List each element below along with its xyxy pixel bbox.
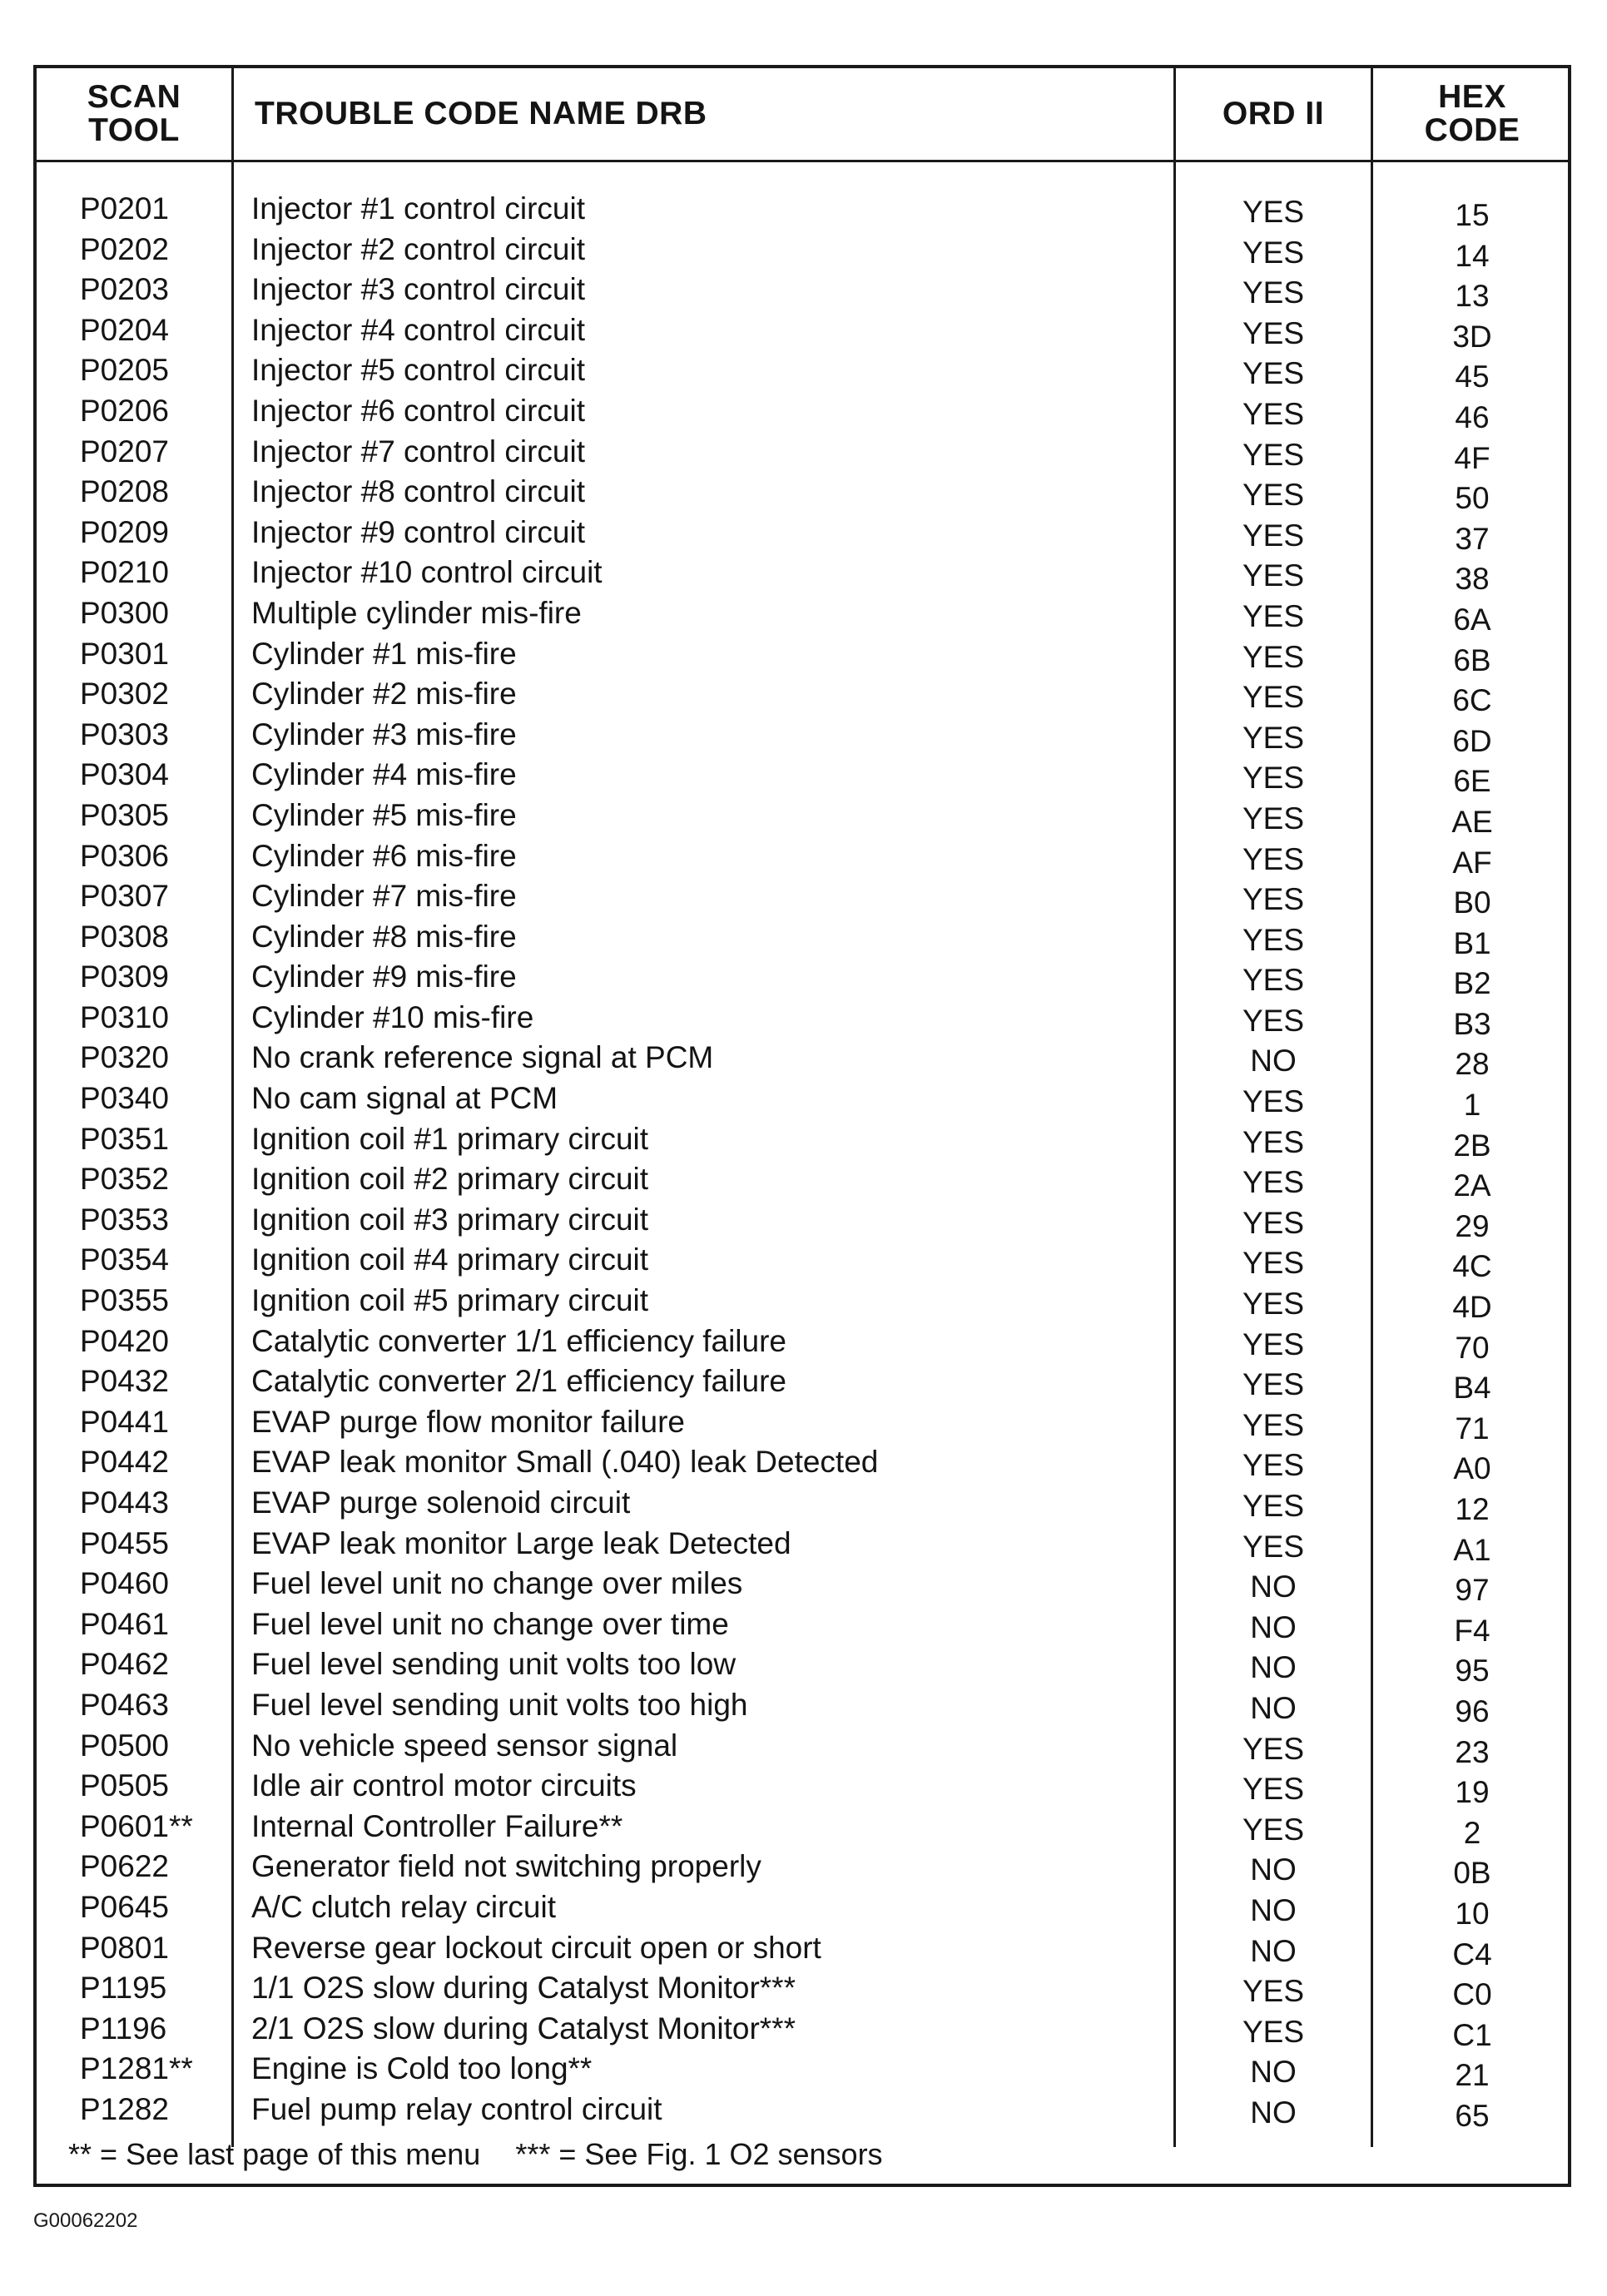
hex-code-value: 97 xyxy=(1455,1573,1490,1608)
table-row xyxy=(37,432,1568,473)
hex-code-value: B0 xyxy=(1453,885,1491,920)
scan-tool-code: P0462 xyxy=(80,1647,169,1682)
figure-id: G00062202 xyxy=(33,2209,138,2232)
trouble-code-table xyxy=(33,65,1571,2187)
hex-code-value: 4F xyxy=(1454,440,1490,475)
trouble-code-name: Injector #5 control circuit xyxy=(251,353,586,388)
ord-ii-value: NO xyxy=(1250,1044,1297,1079)
ord-ii-value: YES xyxy=(1242,558,1305,593)
trouble-code-name: Cylinder #7 mis-fire xyxy=(251,879,517,914)
scan-tool-code: P1196 xyxy=(80,2011,167,2046)
hex-code-value: AF xyxy=(1452,845,1492,880)
hex-code-value: C4 xyxy=(1452,1936,1492,1971)
hex-code-value: 6A xyxy=(1453,602,1491,637)
table-row xyxy=(37,1240,1568,1284)
trouble-code-name: Catalytic converter 2/1 efficiency failure xyxy=(251,1364,787,1399)
hex-code-value: 70 xyxy=(1455,1330,1490,1365)
hex-code-value: A0 xyxy=(1453,1451,1491,1486)
table-row xyxy=(37,1402,1568,1446)
trouble-code-name: Cylinder #10 mis-fire xyxy=(251,999,534,1034)
header-scan-tool-line1: SCAN xyxy=(87,79,181,115)
ord-ii-value: YES xyxy=(1242,1003,1305,1038)
hex-code-value: 4D xyxy=(1452,1290,1492,1325)
ord-ii-value: YES xyxy=(1242,1124,1305,1159)
trouble-code-name: Cylinder #5 mis-fire xyxy=(251,797,517,832)
scan-tool-code: P0209 xyxy=(80,514,169,549)
hex-code-value: C0 xyxy=(1452,1977,1492,2012)
header-hex-code-line2: CODE xyxy=(1424,112,1520,148)
trouble-code-name: Ignition coil #1 primary circuit xyxy=(251,1121,649,1156)
ord-ii-value: NO xyxy=(1250,1570,1297,1604)
hex-code-value: B4 xyxy=(1453,1371,1491,1406)
scan-tool-code: P0340 xyxy=(80,1081,169,1116)
trouble-code-name: Cylinder #9 mis-fire xyxy=(251,960,517,994)
ord-ii-value: YES xyxy=(1242,2014,1305,2049)
header-divider xyxy=(37,160,1568,162)
trouble-code-name: Injector #1 control circuit xyxy=(251,191,586,226)
table-row xyxy=(37,2009,1568,2050)
hex-code-value: 0B xyxy=(1453,1856,1491,1891)
ord-ii-value: YES xyxy=(1242,1205,1305,1240)
hex-code-value: B1 xyxy=(1453,925,1491,960)
ord-ii-value: YES xyxy=(1242,841,1305,876)
ord-ii-value: NO xyxy=(1250,2095,1297,2130)
table-row xyxy=(37,553,1568,597)
hex-code-value: A1 xyxy=(1453,1532,1491,1567)
hex-code-value: 2 xyxy=(1463,1815,1481,1850)
hex-code-value: C1 xyxy=(1452,2017,1492,2052)
trouble-code-name: Fuel pump relay control circuit xyxy=(251,2091,662,2126)
table-row xyxy=(37,189,1568,230)
scan-tool-code: P0351 xyxy=(80,1121,169,1156)
table-row xyxy=(37,1604,1568,1648)
hex-code-value: 6B xyxy=(1453,642,1491,677)
scan-tool-code: P0201 xyxy=(80,191,169,226)
trouble-code-name: Ignition coil #5 primary circuit xyxy=(251,1283,649,1318)
hex-code-value: 95 xyxy=(1455,1654,1490,1689)
scan-tool-code: P0303 xyxy=(80,717,169,751)
trouble-code-name: 1/1 O2S slow during Catalyst Monitor*** xyxy=(251,1971,796,2006)
ord-ii-value: YES xyxy=(1242,1367,1305,1402)
table-row xyxy=(37,391,1568,432)
ord-ii-value: YES xyxy=(1242,761,1305,796)
footnote xyxy=(68,2137,883,2172)
hex-code-value: 4C xyxy=(1452,1249,1492,1284)
trouble-code-name: Multiple cylinder mis-fire xyxy=(251,595,582,630)
header-ord-ii: ORD II xyxy=(1222,96,1325,131)
table-row xyxy=(37,1159,1568,1203)
scan-tool-code: P1281** xyxy=(80,2051,193,2086)
trouble-code-name: Injector #10 control circuit xyxy=(251,555,603,590)
ord-ii-value: YES xyxy=(1242,437,1305,472)
table-row xyxy=(37,472,1568,516)
ord-ii-value: YES xyxy=(1242,598,1305,633)
hex-code-value: 13 xyxy=(1455,279,1490,314)
hex-code-value: 71 xyxy=(1455,1411,1490,1446)
table-row xyxy=(37,230,1568,273)
ord-ii-value: YES xyxy=(1242,882,1305,917)
scan-tool-code: P0205 xyxy=(80,353,169,388)
ord-ii-value: YES xyxy=(1242,518,1305,553)
table-row xyxy=(37,998,1568,1039)
ord-ii-value: YES xyxy=(1242,1489,1305,1523)
hex-code-value: 3D xyxy=(1452,319,1492,354)
table-row xyxy=(37,1442,1568,1486)
hex-code-value: 2B xyxy=(1453,1128,1491,1163)
hex-code-value: 96 xyxy=(1455,1693,1490,1728)
ord-ii-value: YES xyxy=(1242,1287,1305,1322)
table-row xyxy=(37,2090,1568,2133)
trouble-code-name: Ignition coil #3 primary circuit xyxy=(251,1202,649,1237)
hex-code-value: 29 xyxy=(1455,1208,1490,1243)
trouble-code-name: Idle air control motor circuits xyxy=(251,1768,637,1803)
scan-tool-code: P1282 xyxy=(80,2091,169,2126)
ord-ii-value: YES xyxy=(1242,1084,1305,1119)
ord-ii-value: NO xyxy=(1250,1690,1297,1725)
table-row xyxy=(37,270,1568,314)
hex-code-value: 38 xyxy=(1455,562,1490,597)
ord-ii-value: YES xyxy=(1242,680,1305,715)
ord-ii-value: YES xyxy=(1242,275,1305,310)
trouble-code-name: 2/1 O2S slow during Catalyst Monitor*** xyxy=(251,2011,796,2046)
ord-ii-value: YES xyxy=(1242,1165,1305,1200)
ord-ii-value: YES xyxy=(1242,639,1305,674)
ord-ii-value: YES xyxy=(1242,356,1305,391)
table-row xyxy=(37,1483,1568,1524)
scan-tool-code: P0309 xyxy=(80,960,169,994)
hex-code-value: 65 xyxy=(1455,2098,1490,2133)
scan-tool-code: P0207 xyxy=(80,434,169,469)
table-row xyxy=(37,836,1568,880)
header-scan-tool xyxy=(37,68,231,160)
hex-code-value: AE xyxy=(1451,804,1493,839)
trouble-code-name: Catalytic converter 1/1 efficiency failure xyxy=(251,1323,787,1358)
scan-tool-code: P0300 xyxy=(80,595,169,630)
trouble-code-name: Fuel level unit no change over time xyxy=(251,1606,729,1641)
ord-ii-value: YES xyxy=(1242,1772,1305,1807)
table-row xyxy=(37,1564,1568,1608)
trouble-code-name: No crank reference signal at PCM xyxy=(251,1040,714,1075)
scan-tool-code: P0463 xyxy=(80,1687,169,1722)
table-row xyxy=(37,1968,1568,2012)
table-row xyxy=(37,715,1568,756)
table-row xyxy=(37,1887,1568,1931)
trouble-code-name: Ignition coil #4 primary circuit xyxy=(251,1242,649,1277)
scan-tool-code: P0500 xyxy=(80,1728,169,1763)
trouble-code-name: Fuel level sending unit volts too high xyxy=(251,1687,748,1722)
trouble-code-name: Injector #2 control circuit xyxy=(251,231,586,266)
hex-code-value: 2A xyxy=(1453,1168,1491,1203)
scan-tool-code: P0310 xyxy=(80,999,169,1034)
trouble-code-name: EVAP leak monitor Small (.040) leak Detected xyxy=(251,1445,879,1480)
hex-code-value: 28 xyxy=(1455,1047,1490,1082)
ord-ii-value: NO xyxy=(1250,1933,1297,1968)
table-row xyxy=(37,1079,1568,1123)
table-row xyxy=(37,1847,1568,1891)
hex-code-value: 1 xyxy=(1463,1088,1481,1123)
scan-tool-code: P0208 xyxy=(80,474,169,509)
table-row xyxy=(37,1766,1568,1810)
ord-ii-value: NO xyxy=(1250,1892,1297,1927)
table-row xyxy=(37,1200,1568,1241)
ord-ii-value: YES xyxy=(1242,1731,1305,1766)
scan-tool-code: P0302 xyxy=(80,677,169,712)
scan-tool-code: P0801 xyxy=(80,1930,169,1965)
table-row xyxy=(37,1928,1568,1969)
trouble-code-name: EVAP purge solenoid circuit xyxy=(251,1485,631,1520)
table-row xyxy=(37,1685,1568,1726)
ord-ii-value: YES xyxy=(1242,195,1305,229)
ord-ii-value: YES xyxy=(1242,478,1305,513)
ord-ii-value: YES xyxy=(1242,801,1305,836)
table-row xyxy=(37,634,1568,675)
scan-tool-code: P0353 xyxy=(80,1202,169,1237)
scan-tool-code: P0308 xyxy=(80,919,169,954)
table-row xyxy=(37,1644,1568,1689)
scan-tool-code: P0441 xyxy=(80,1404,169,1439)
hex-code-value: 6D xyxy=(1452,723,1492,758)
footnote-last-page: ** = See last page of this menu xyxy=(68,2137,481,2171)
trouble-code-name: Fuel level sending unit volts too low xyxy=(251,1647,737,1682)
scan-tool-code: P0601** xyxy=(80,1808,193,1843)
ord-ii-value: NO xyxy=(1250,2055,1297,2090)
header-scan-tool-line2: TOOL xyxy=(88,112,180,148)
hex-code-value: 10 xyxy=(1455,1896,1490,1931)
scan-tool-code: P0645 xyxy=(80,1889,169,1924)
ord-ii-value: NO xyxy=(1250,1650,1297,1685)
trouble-code-name: Engine is Cold too long** xyxy=(251,2051,593,2086)
table-row xyxy=(37,2049,1568,2093)
ord-ii-value: NO xyxy=(1250,1852,1297,1887)
scan-tool-code: P0307 xyxy=(80,879,169,914)
trouble-code-name: Cylinder #3 mis-fire xyxy=(251,717,517,751)
hex-code-value: 21 xyxy=(1455,2058,1490,2093)
scan-tool-code: P0461 xyxy=(80,1606,169,1641)
trouble-code-name: Injector #3 control circuit xyxy=(251,272,586,307)
trouble-code-name: EVAP leak monitor Large leak Detected xyxy=(251,1525,791,1560)
scan-tool-code: P0202 xyxy=(80,231,169,266)
trouble-code-name: Injector #8 control circuit xyxy=(251,474,586,509)
ord-ii-value: YES xyxy=(1242,963,1305,998)
hex-code-value: B3 xyxy=(1453,1006,1491,1041)
scan-tool-code: P0203 xyxy=(80,272,169,307)
hex-code-value: 23 xyxy=(1455,1734,1490,1769)
hex-code-value: 46 xyxy=(1455,399,1490,434)
ord-ii-value: YES xyxy=(1242,1529,1305,1564)
scan-tool-code: P0354 xyxy=(80,1242,169,1277)
trouble-code-name: Fuel level unit no change over miles xyxy=(251,1566,743,1601)
ord-ii-value: YES xyxy=(1242,235,1305,270)
table-row xyxy=(37,1281,1568,1325)
trouble-code-name: Internal Controller Failure** xyxy=(251,1808,623,1843)
ord-ii-value: YES xyxy=(1242,720,1305,755)
scan-tool-code: P0443 xyxy=(80,1485,169,1520)
trouble-code-name: Ignition coil #2 primary circuit xyxy=(251,1162,649,1197)
ord-ii-value: YES xyxy=(1242,396,1305,431)
hex-code-value: 6E xyxy=(1453,764,1491,799)
scan-tool-code: P1195 xyxy=(80,1971,167,2006)
scan-tool-code: P0352 xyxy=(80,1162,169,1197)
header-hex-code-line1: HEX xyxy=(1438,79,1506,115)
table-row xyxy=(37,593,1568,637)
table-row xyxy=(37,1038,1568,1082)
ord-ii-value: YES xyxy=(1242,1327,1305,1361)
trouble-code-name: Reverse gear lockout circuit open or short xyxy=(251,1930,821,1965)
table-row xyxy=(37,876,1568,920)
ord-ii-value: YES xyxy=(1242,1246,1305,1281)
scan-tool-code: P0304 xyxy=(80,757,169,792)
hex-code-value: 6C xyxy=(1452,683,1492,718)
scan-tool-code: P0420 xyxy=(80,1323,169,1358)
hex-code-value: 19 xyxy=(1455,1775,1490,1810)
hex-code-value: F4 xyxy=(1454,1613,1490,1648)
scan-tool-code: P0320 xyxy=(80,1040,169,1075)
scan-tool-code: P0622 xyxy=(80,1849,169,1884)
footnote-o2-sensors: *** = See Fig. 1 O2 sensors xyxy=(515,2137,883,2171)
scan-tool-code: P0204 xyxy=(80,312,169,347)
ord-ii-value: YES xyxy=(1242,315,1305,350)
trouble-code-name: Cylinder #2 mis-fire xyxy=(251,677,517,712)
hex-code-value: 37 xyxy=(1455,521,1490,556)
trouble-code-name: Injector #4 control circuit xyxy=(251,312,586,347)
trouble-code-name: Generator field not switching properly xyxy=(251,1849,761,1884)
trouble-code-name: Cylinder #8 mis-fire xyxy=(251,919,517,954)
scan-tool-code: P0460 xyxy=(80,1566,169,1601)
scan-tool-code: P0306 xyxy=(80,838,169,873)
scan-tool-code: P0505 xyxy=(80,1768,169,1803)
scan-tool-code: P0206 xyxy=(80,393,169,428)
table-row xyxy=(37,674,1568,718)
trouble-code-name: Cylinder #1 mis-fire xyxy=(251,636,517,671)
hex-code-value: 45 xyxy=(1455,360,1490,394)
table-row xyxy=(37,1119,1568,1163)
trouble-code-name: Injector #6 control circuit xyxy=(251,393,586,428)
ord-ii-value: NO xyxy=(1250,1609,1297,1644)
table-row xyxy=(37,513,1568,556)
hex-code-value: 12 xyxy=(1455,1492,1490,1526)
scan-tool-code: P0305 xyxy=(80,797,169,832)
trouble-code-name: Cylinder #6 mis-fire xyxy=(251,838,517,873)
table-body xyxy=(37,189,1568,2133)
scan-tool-code: P0301 xyxy=(80,636,169,671)
ord-ii-value: YES xyxy=(1242,922,1305,957)
trouble-code-name: Cylinder #4 mis-fire xyxy=(251,757,517,792)
trouble-code-name: Injector #9 control circuit xyxy=(251,514,586,549)
ord-ii-value: YES xyxy=(1242,1448,1305,1483)
header-hex-code xyxy=(1373,68,1571,160)
trouble-code-name: No cam signal at PCM xyxy=(251,1081,558,1116)
header-trouble-code-name: TROUBLE CODE NAME DRB xyxy=(255,96,707,131)
table-row xyxy=(37,1726,1568,1767)
trouble-code-name: EVAP purge flow monitor failure xyxy=(251,1404,685,1439)
table-header xyxy=(37,68,1568,160)
table-row xyxy=(37,755,1568,799)
table-row xyxy=(37,957,1568,1001)
ord-ii-value: YES xyxy=(1242,1407,1305,1442)
scan-tool-code: P0355 xyxy=(80,1283,169,1318)
ord-ii-value: YES xyxy=(1242,1812,1305,1847)
trouble-code-name: No vehicle speed sensor signal xyxy=(251,1728,678,1763)
trouble-code-name: A/C clutch relay circuit xyxy=(251,1889,556,1924)
hex-code-value: 15 xyxy=(1455,198,1490,232)
table-row xyxy=(37,1524,1568,1565)
ord-ii-value: YES xyxy=(1242,1974,1305,2009)
scan-tool-code: P0455 xyxy=(80,1525,169,1560)
table-row xyxy=(37,1322,1568,1365)
scan-tool-code: P0210 xyxy=(80,555,169,590)
hex-code-value: B2 xyxy=(1453,966,1491,1001)
table-row xyxy=(37,350,1568,394)
hex-code-value: 50 xyxy=(1455,481,1490,516)
table-row xyxy=(37,917,1568,958)
table-row xyxy=(37,796,1568,839)
hex-code-value: 14 xyxy=(1455,238,1490,273)
table-row xyxy=(37,1361,1568,1406)
scan-tool-code: P0442 xyxy=(80,1445,169,1480)
scan-tool-code: P0432 xyxy=(80,1364,169,1399)
table-row xyxy=(37,310,1568,354)
table-row xyxy=(37,1807,1568,1850)
trouble-code-name: Injector #7 control circuit xyxy=(251,434,586,469)
